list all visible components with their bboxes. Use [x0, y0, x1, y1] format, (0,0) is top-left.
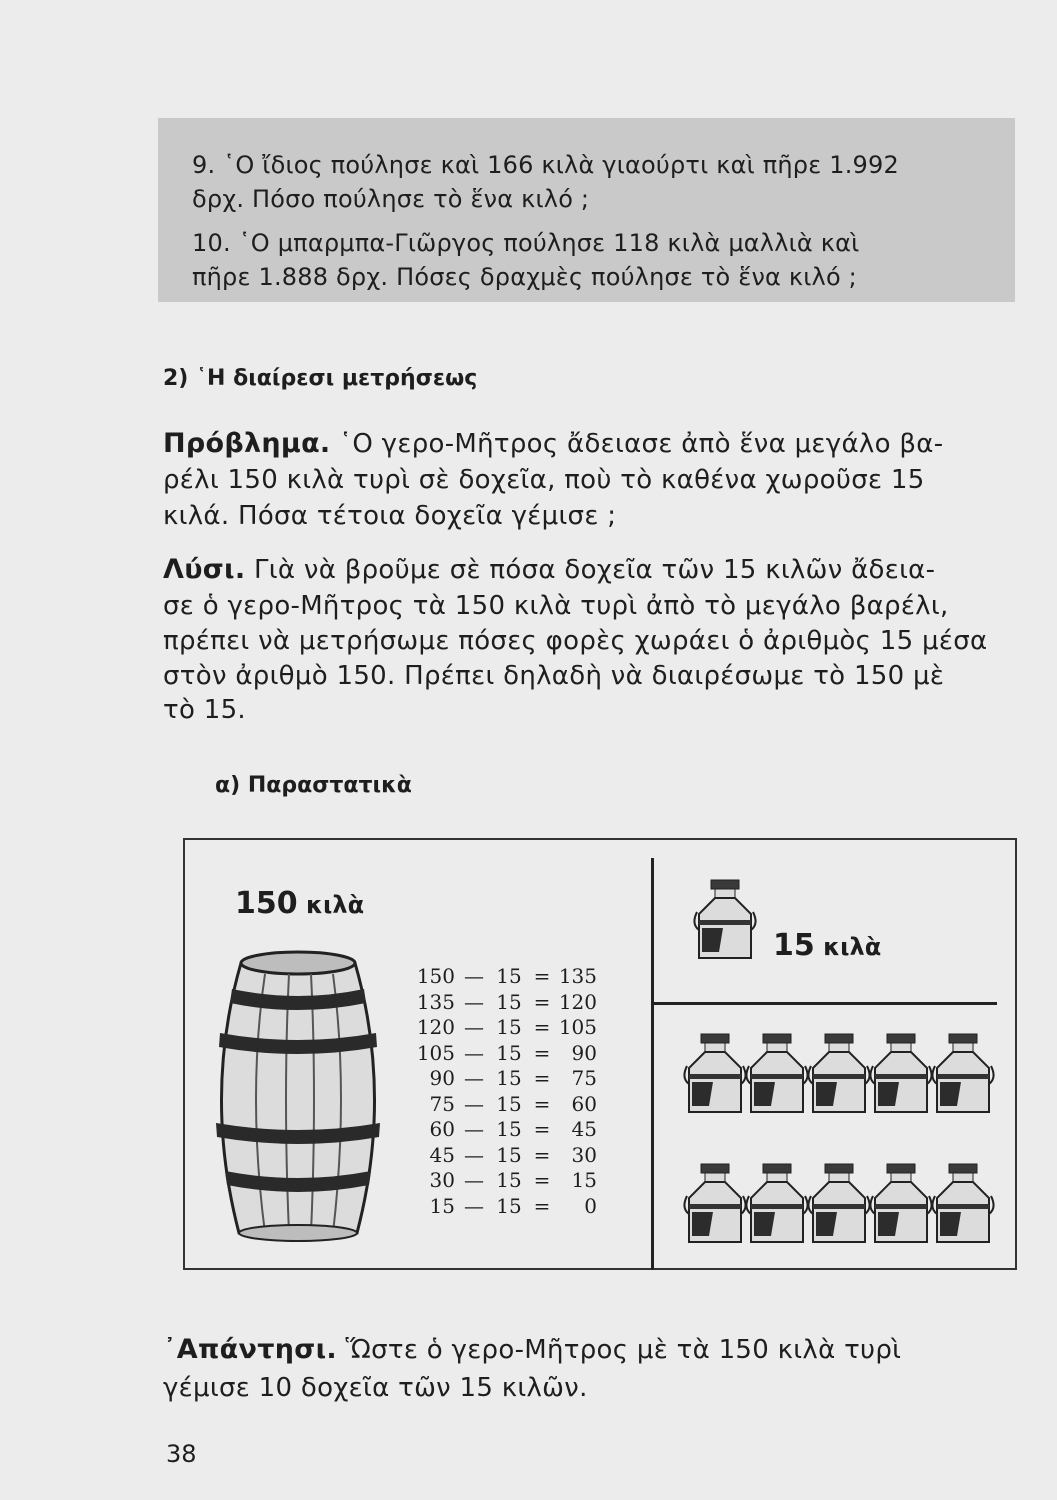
minuend: 45 — [429, 1142, 455, 1167]
minus-sign: — — [464, 989, 484, 1014]
can-label-number: 15 — [773, 928, 815, 963]
solution-text-1: Γιὰ νὰ βροῦμε σὲ πόσα δοχεῖα τῶν 15 κιλῶν ἄδεια- — [245, 555, 936, 585]
sub-heading: α) Παραστατικὰ — [215, 773, 412, 798]
minuend: 15 — [429, 1193, 455, 1218]
equals-sign: = — [533, 1168, 551, 1192]
problem-line-1 — [163, 426, 943, 462]
result: 90 — [571, 1040, 597, 1065]
minuend: 90 — [429, 1066, 455, 1090]
minuend: 105 — [416, 1040, 455, 1065]
milk-can-icon — [869, 1032, 933, 1116]
subtraction-row — [415, 1194, 615, 1220]
minus-sign: — — [464, 1168, 484, 1192]
minuend: 60 — [429, 1117, 455, 1141]
minus-sign: — — [464, 1091, 484, 1116]
answer-line-1 — [163, 1332, 901, 1368]
result: 120 — [558, 989, 597, 1014]
subtrahend: 15 — [496, 1015, 522, 1039]
subtraction-row — [415, 964, 615, 990]
can-label — [773, 928, 881, 963]
equals-sign: = — [533, 1193, 551, 1218]
solution-line-3: πρέπει νὰ μετρήσωμε πόσες φορὲς χωράει ὁ ἀριθμὸς 15 μέσα — [163, 626, 988, 656]
subtrahend: 15 — [496, 1117, 522, 1141]
vertical-divider — [651, 858, 654, 1270]
can-label-unit: κιλὰ — [823, 933, 882, 961]
horizontal-divider — [651, 1002, 997, 1005]
solution-line-5: τὸ 15. — [163, 695, 246, 725]
result: 15 — [571, 1168, 597, 1192]
milk-can-icon — [807, 1162, 871, 1246]
subtraction-row — [415, 1041, 615, 1067]
section-heading: 2) ῾Η διαίρεσι μετρήσεως — [163, 366, 478, 391]
minus-sign: — — [464, 1040, 484, 1065]
subtraction-row — [415, 1117, 615, 1143]
subtraction-row — [415, 1066, 615, 1092]
solution-label: Λύσι. — [163, 554, 246, 585]
problem-line-3: κιλά. Πόσα τέτοια δοχεῖα γέμισε ; — [163, 501, 617, 531]
result: 135 — [558, 964, 597, 988]
result: 60 — [571, 1091, 597, 1116]
subtrahend: 15 — [496, 1168, 522, 1192]
page-number: 38 — [166, 1440, 197, 1468]
barrel-icon — [203, 945, 393, 1245]
equals-sign: = — [533, 1117, 551, 1141]
subtraction-row — [415, 1015, 615, 1041]
equals-sign: = — [533, 964, 551, 988]
subtrahend: 15 — [496, 1193, 522, 1218]
subtraction-row — [415, 1168, 615, 1194]
subtrahend: 15 — [496, 1040, 522, 1065]
result: 75 — [571, 1066, 597, 1090]
equals-sign: = — [533, 989, 551, 1014]
problem-text-1: ῾Ο γερο-Μῆτρος ἄδειασε ἀπὸ ἕνα μεγάλο βα- — [330, 429, 944, 459]
answer-text-1: Ὥστε ὁ γερο-Μῆτρος μὲ τὰ 150 κιλὰ τυρὶ — [336, 1335, 902, 1365]
exercise-9-line-2: δρχ. Πόσο πούλησε τὸ ἕνα κιλό ; — [192, 185, 590, 213]
subtraction-row — [415, 990, 615, 1016]
result: 30 — [571, 1142, 597, 1167]
minuend: 150 — [416, 964, 455, 988]
milk-can-icon — [931, 1162, 995, 1246]
minus-sign: — — [464, 1142, 484, 1167]
problem-line-2: ρέλι 150 κιλὰ τυρὶ σὲ δοχεῖα, ποὺ τὸ καθένα χωροῦσε 15 — [163, 465, 925, 495]
result: 0 — [584, 1193, 597, 1218]
minus-sign: — — [464, 1193, 484, 1218]
exercise-box — [158, 118, 1015, 302]
equals-sign: = — [533, 1066, 551, 1090]
subtrahend: 15 — [496, 964, 522, 988]
minus-sign: — — [464, 964, 484, 988]
subtraction-row — [415, 1092, 615, 1118]
milk-can-icon — [683, 1032, 747, 1116]
subtrahend: 15 — [496, 1066, 522, 1090]
subtrahend: 15 — [496, 1142, 522, 1167]
equals-sign: = — [533, 1142, 551, 1167]
milk-can-icon — [683, 1162, 747, 1246]
barrel-label — [235, 886, 364, 921]
answer-line-2: γέμισε 10 δοχεῖα τῶν 15 κιλῶν. — [163, 1373, 588, 1403]
illustration-figure — [183, 838, 1017, 1270]
minus-sign: — — [464, 1117, 484, 1141]
minus-sign: — — [464, 1015, 484, 1039]
barrel-label-unit: κιλὰ — [305, 891, 365, 919]
equals-sign: = — [533, 1091, 551, 1116]
solution-line-1 — [163, 552, 935, 588]
subtrahend: 15 — [496, 989, 522, 1014]
minus-sign: — — [464, 1066, 484, 1090]
milk-can-icon — [745, 1032, 809, 1116]
answer-label: ᾿Απάντησι. — [163, 1334, 337, 1365]
equals-sign: = — [533, 1040, 551, 1065]
milk-can-icon — [931, 1032, 995, 1116]
subtrahend: 15 — [496, 1091, 522, 1116]
exercise-10-line-2: πῆρε 1.888 δρχ. Πόσες δραχμὲς πούλησε τὸ ἕνα κιλό ; — [192, 263, 857, 291]
result: 45 — [571, 1117, 597, 1141]
result: 105 — [558, 1015, 597, 1039]
subtraction-list — [415, 964, 615, 1219]
minuend: 120 — [416, 1015, 455, 1039]
milk-can-icon — [693, 878, 757, 962]
minuend: 30 — [429, 1168, 455, 1192]
milk-can-icon — [745, 1162, 809, 1246]
exercise-9-line-1: 9. ῾Ο ἴδιος πούλησε καὶ 166 κιλὰ γιαούρτι καὶ πῆρε 1.992 — [192, 151, 899, 179]
exercise-10-line-1: 10. ῾Ο μπαρμπα-Γιῶργος πούλησε 118 κιλὰ μαλλιὰ καὶ — [192, 229, 860, 257]
problem-label: Πρόβλημα. — [163, 428, 331, 459]
milk-can-icon — [807, 1032, 871, 1116]
solution-line-4: στὸν ἀριθμὸ 150. Πρέπει δηλαδὴ νὰ διαιρέσωμε τὸ 150 μὲ — [163, 661, 945, 691]
subtraction-row — [415, 1143, 615, 1169]
barrel-label-number: 150 — [235, 886, 298, 921]
minuend: 135 — [416, 989, 455, 1014]
solution-line-2: σε ὁ γερο-Μῆτρος τὰ 150 κιλὰ τυρὶ ἀπὸ τὸ μεγάλο βαρέλι, — [163, 591, 949, 621]
equals-sign: = — [533, 1015, 551, 1039]
minuend: 75 — [429, 1091, 455, 1116]
milk-can-icon — [869, 1162, 933, 1246]
